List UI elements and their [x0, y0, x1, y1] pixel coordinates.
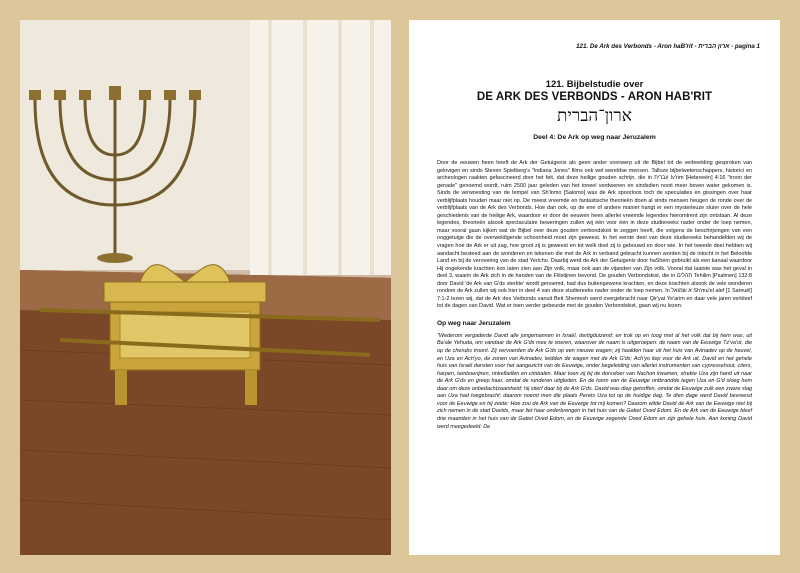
- hebrew-title: ארון־הברית: [557, 106, 632, 126]
- intro-paragraph: Door de eeuwen heen heeft de Ark der Getuigenis als geen ander voorwerp uit de Bijbel tot de verbeelding gesproken van gelovigen en sinds Steven Spielberg's "Indiana Jones" films ook wel wereldse mensen. Talloze bijbelwetenschappers, historici en archeologen raakten gefascineerd door het feit, dat deze heilige gouden schrijn, die in עברית Iv'rim [Hebreeën] 4:16 "troon der genade" genoemd wordt, ruim 2500 jaar geleden van het toneel verdwenen en sindsdien nooit meer boven water gekomen is. Sinds de verwoesting van de tempel van Sh'lomo [Salomo] was de Ark spoorloos toch de speculaties en gissingen over haar verblijfplaats houden maar niet op. De meest vreemde en fantastische theorieën doen al sinds mensen heugen de ronde over de verblijfplaats van de Ark des Verbonds. Hoe dan ook, op de ene of andere manier hangt er een mysterieuze sluier over de hele geschiedenis van de heilige Ark, waardoor er door de eeuwen heen allerlei vreemde legendes hieromtrent zijn ontstaan. Al deze legendes, theorieën alsook spectaculaire beweringen zullen wij één voor één in deze studiereeks nader onder de loep nemen, maar vooral gaan kijken wat de Bijbel over deze gouden verbondskist te zeggen heeft, die volgens de beschrijvingen van een ooggetuige die de overweldigende schoonheid moet zijn geweest. In het eerste deel van deze studiereeks behandelden wij de vragen hoe de Ark er uit zag, hoe groot zij is geweest en tot welk doel zij is gebouwd en door wie. In het tweede deel hebben wij aandacht besteed aan de wonderen en tekenen die met de Ark in verband gebracht kunnen worden bij de intocht in het Beloofde Land en bij de verovering van de stad Yericho. Daarbij werd de Ark der Getuigenis door haShem gebruikt als een kanaal waardoor Hij ongekende krachten kon laten zien aan Zijn volk, maar ook aan de vijanden van Zijn volk. Vooral dat laatste was het geval in deel 3, waarin de Ark zich in de handen van de Filistijnen bevond. De gouden Verbondskist, die in תהלים Tehilim [Psalmen] 132:8 door David 'de Ark van G'ds sterkte' wordt genoemd, had dus buitengewone krachten, en deze krachten alsook de vele wonderen rondom de Ark zullen wij ook hier in deel 4 van deze studiereeks nader onder de loep nemen. In א שמואל Sh'mu'el alef [1 Samuël] 7:1-2 lezen wij, dat de Ark des Verbonds vanuit Beit Shemesh werd overgebracht naar Qir'yat Ye'arim en daar vele jaren verbleef tot de dagen van David. Wat er toen verder gebeurde met de gouden Verbondskist, gaan wij nu lezen:: [437, 160, 752, 310]
- menorah-ark-photo: [20, 20, 391, 555]
- section-heading: Op weg naar Jeruzalem: [437, 319, 511, 327]
- running-head: 121. De Ark des Verbonds - Aron haB'rit - ארון הברית - pagina 1: [576, 43, 760, 50]
- document-page: [409, 20, 780, 555]
- scripture-quote: "Wederom vergaderde David alle jongemannen in Israël, dertigduizend; en trok op en toog met al het volk dat bij hem was, uit Ba'ale Yehuda, om vandaar de Ark G'ds mee te voeren, waarover de naam is uitgeroepen: de naam van de Eeuwige Tz'va'ot, die op de cherubs troont. Zij vervoerden de Ark G'ds op een nieuwe wagen; zij haalden haar uit het huis van Avinadev op de heuvel, en Uza en Ach'yo, de zonen van Avinadev, leidden de wagen met de Ark G'ds; Ach'yo liep voor de Ark uit. David en het gehele huis van Israël dansten voor het aangezicht van de Eeuwige, onder begeleiding van allerlei instrumenten van cypressehout, citers, harpen, tamboerijnen, rinkelbellen en cimbalen. Maar toen zij bij de dorsvloer van Nachon kwamen, strekte Uza zijn hand uit naar de Ark G'ds en greep haar, omdat de runderen uitgleden. En de toorn van de Eeuwige ontbrandde tegen Uza en G'd sloeg hem daar om deze onbedachtzaamheid; hij stierf daar bij de Ark G'ds. David was diep getroffen, omdat de Eeuwige zulk een zware slag aan Uza had toegebracht; daarom noemt men die plaats Perets Uza tot op de huidige dag. Te dien dage werd David bevreesd voor de Eeuwige en hij zeide: Hoe zou de Ark van de Eeuwige tot mij komen? Daarom wilde David de Ark van de Eeuwige niet bij zich nemen in de stad Davids, maar liet haar onderbrengen in het huis van de Gatiet Oved Edom. En de Ark van de Eeuwige bleef drie maanden in het huis van de Gatiet Oved Edom, en de Eeuwige zegende Oved Edom en zijn gehele huis. Aan koning David werd meegedeeld: De: [437, 332, 752, 430]
- part-subtitle: Deel 4: De Ark op weg naar Jeruzalem: [533, 134, 656, 141]
- main-title: DE ARK DES VERBONDS - ARON HAB'RIT: [476, 91, 713, 103]
- study-number-title: 121. Bijbelstudie over: [545, 79, 644, 90]
- photo-illustration: [20, 20, 391, 555]
